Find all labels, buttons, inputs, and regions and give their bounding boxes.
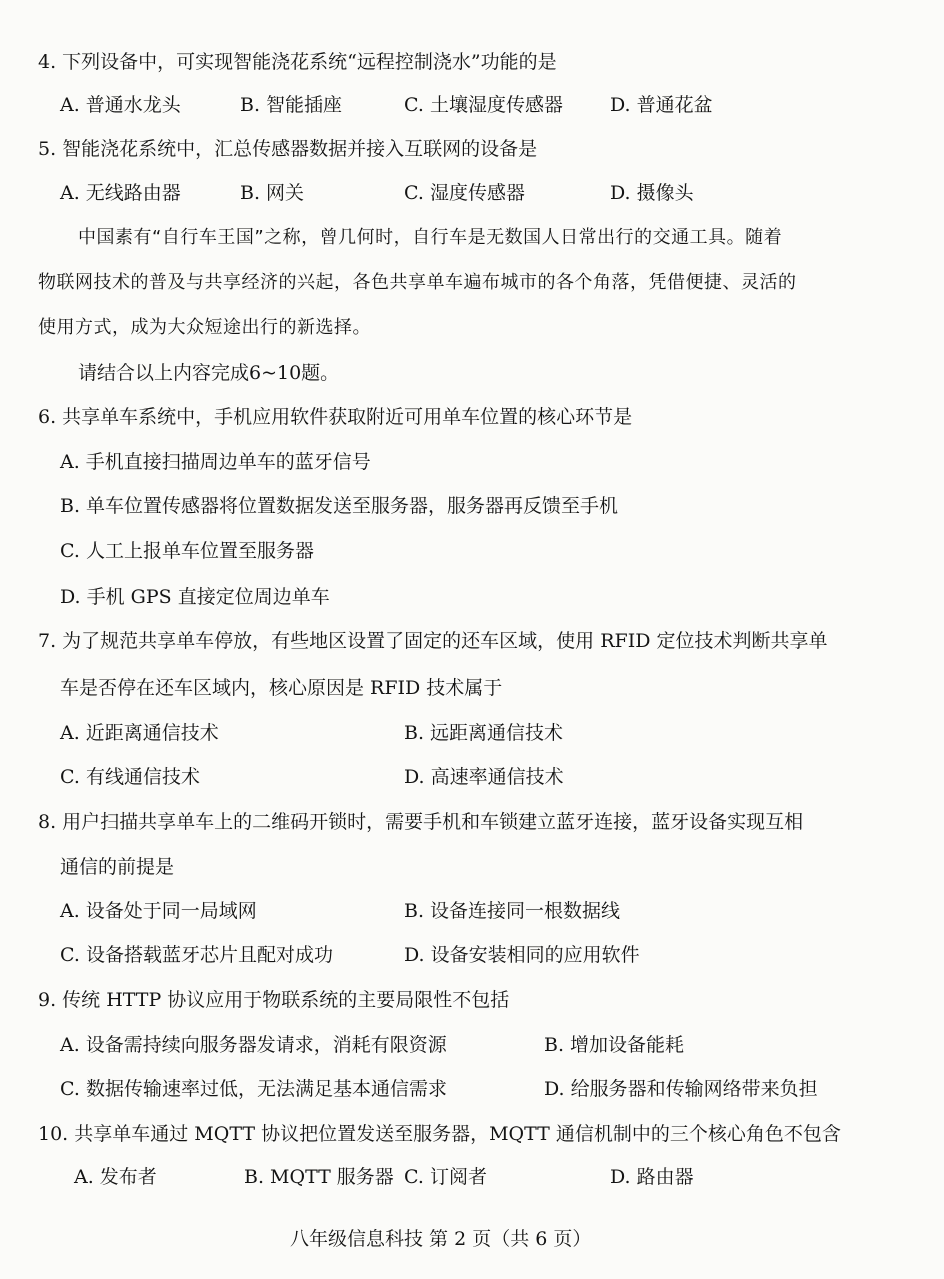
q7-option-d: D. 高速率通信技术 <box>404 766 564 788</box>
q6-option-a: A. 手机直接扫描周边单车的蓝牙信号 <box>60 451 371 473</box>
q8-option-c: C. 设备搭载蓝牙芯片且配对成功 <box>60 944 333 966</box>
q9-option-d: D. 给服务器和传输网络带来负担 <box>544 1078 818 1100</box>
q10-option-b: B. MQTT 服务器 <box>244 1166 394 1188</box>
q10-option-c: C. 订阅者 <box>404 1166 487 1188</box>
q7-stem-line-1: 7. 为了规范共享单车停放，有些地区设置了固定的还车区域，使用 RFID 定位技术判断共享单 <box>38 630 828 652</box>
q5-stem: 5. 智能浇花系统中，汇总传感器数据并接入互联网的设备是 <box>38 138 538 160</box>
passage-line-3: 使用方式，成为大众短途出行的新选择。 <box>38 317 371 338</box>
q8-option-b: B. 设备连接同一根数据线 <box>404 900 621 922</box>
q8-stem-line-1: 8. 用户扫描共享单车上的二维码开锁时，需要手机和车锁建立蓝牙连接，蓝牙设备实现互相 <box>38 811 804 833</box>
q7-option-a: A. 近距离通信技术 <box>60 722 219 744</box>
q6-option-b: B. 单车位置传感器将位置数据发送至服务器，服务器再反馈至手机 <box>60 495 619 517</box>
q6-option-d: D. 手机 GPS 直接定位周边单车 <box>60 586 330 608</box>
q8-option-d: D. 设备安装相同的应用软件 <box>404 944 640 966</box>
passage-instruction: 请结合以上内容完成6~10题。 <box>78 362 340 384</box>
q8-stem-line-2: 通信的前提是 <box>60 856 175 878</box>
q5-option-d: D. 摄像头 <box>610 182 694 204</box>
passage-line-1: 中国素有“自行车王国”之称，曾几何时，自行车是无数国人日常出行的交通工具。随着 <box>78 227 783 248</box>
q4-option-b: B. 智能插座 <box>240 94 343 116</box>
q7-stem-line-2: 车是否停在还车区域内，核心原因是 RFID 技术属于 <box>60 677 503 699</box>
q9-stem: 9. 传统 HTTP 协议应用于物联系统的主要局限性不包括 <box>38 989 510 1011</box>
q6-option-c: C. 人工上报单车位置至服务器 <box>60 540 314 562</box>
q4-option-c: C. 土壤湿度传感器 <box>404 94 563 116</box>
q7-option-c: C. 有线通信技术 <box>60 766 200 788</box>
q5-option-a: A. 无线路由器 <box>60 182 181 204</box>
passage-line-2: 物联网技术的普及与共享经济的兴起，各色共享单车遍布城市的各个角落，凭借便捷、灵活的 <box>38 272 797 293</box>
q4-option-d: D. 普通花盆 <box>610 94 713 116</box>
q5-option-b: B. 网关 <box>240 182 305 204</box>
page-footer: 八年级信息科技 第 2 页（共 6 页） <box>290 1228 592 1250</box>
q10-option-a: A. 发布者 <box>74 1166 157 1188</box>
q9-option-c: C. 数据传输速率过低，无法满足基本通信需求 <box>60 1078 447 1100</box>
q6-stem: 6. 共享单车系统中，手机应用软件获取附近可用单车位置的核心环节是 <box>38 406 633 428</box>
q9-option-a: A. 设备需持续向服务器发请求，消耗有限资源 <box>60 1034 447 1056</box>
q5-option-c: C. 湿度传感器 <box>404 182 525 204</box>
q8-option-a: A. 设备处于同一局域网 <box>60 900 257 922</box>
q9-option-b: B. 增加设备能耗 <box>544 1034 685 1056</box>
q4-option-a: A. 普通水龙头 <box>60 94 181 116</box>
q10-option-d: D. 路由器 <box>610 1166 694 1188</box>
q4-stem: 4. 下列设备中，可实现智能浇花系统“远程控制浇水”功能的是 <box>38 51 557 73</box>
q7-option-b: B. 远距离通信技术 <box>404 722 564 744</box>
q10-stem: 10. 共享单车通过 MQTT 协议把位置发送至服务器，MQTT 通信机制中的三个核心角色不包含 <box>38 1123 841 1145</box>
